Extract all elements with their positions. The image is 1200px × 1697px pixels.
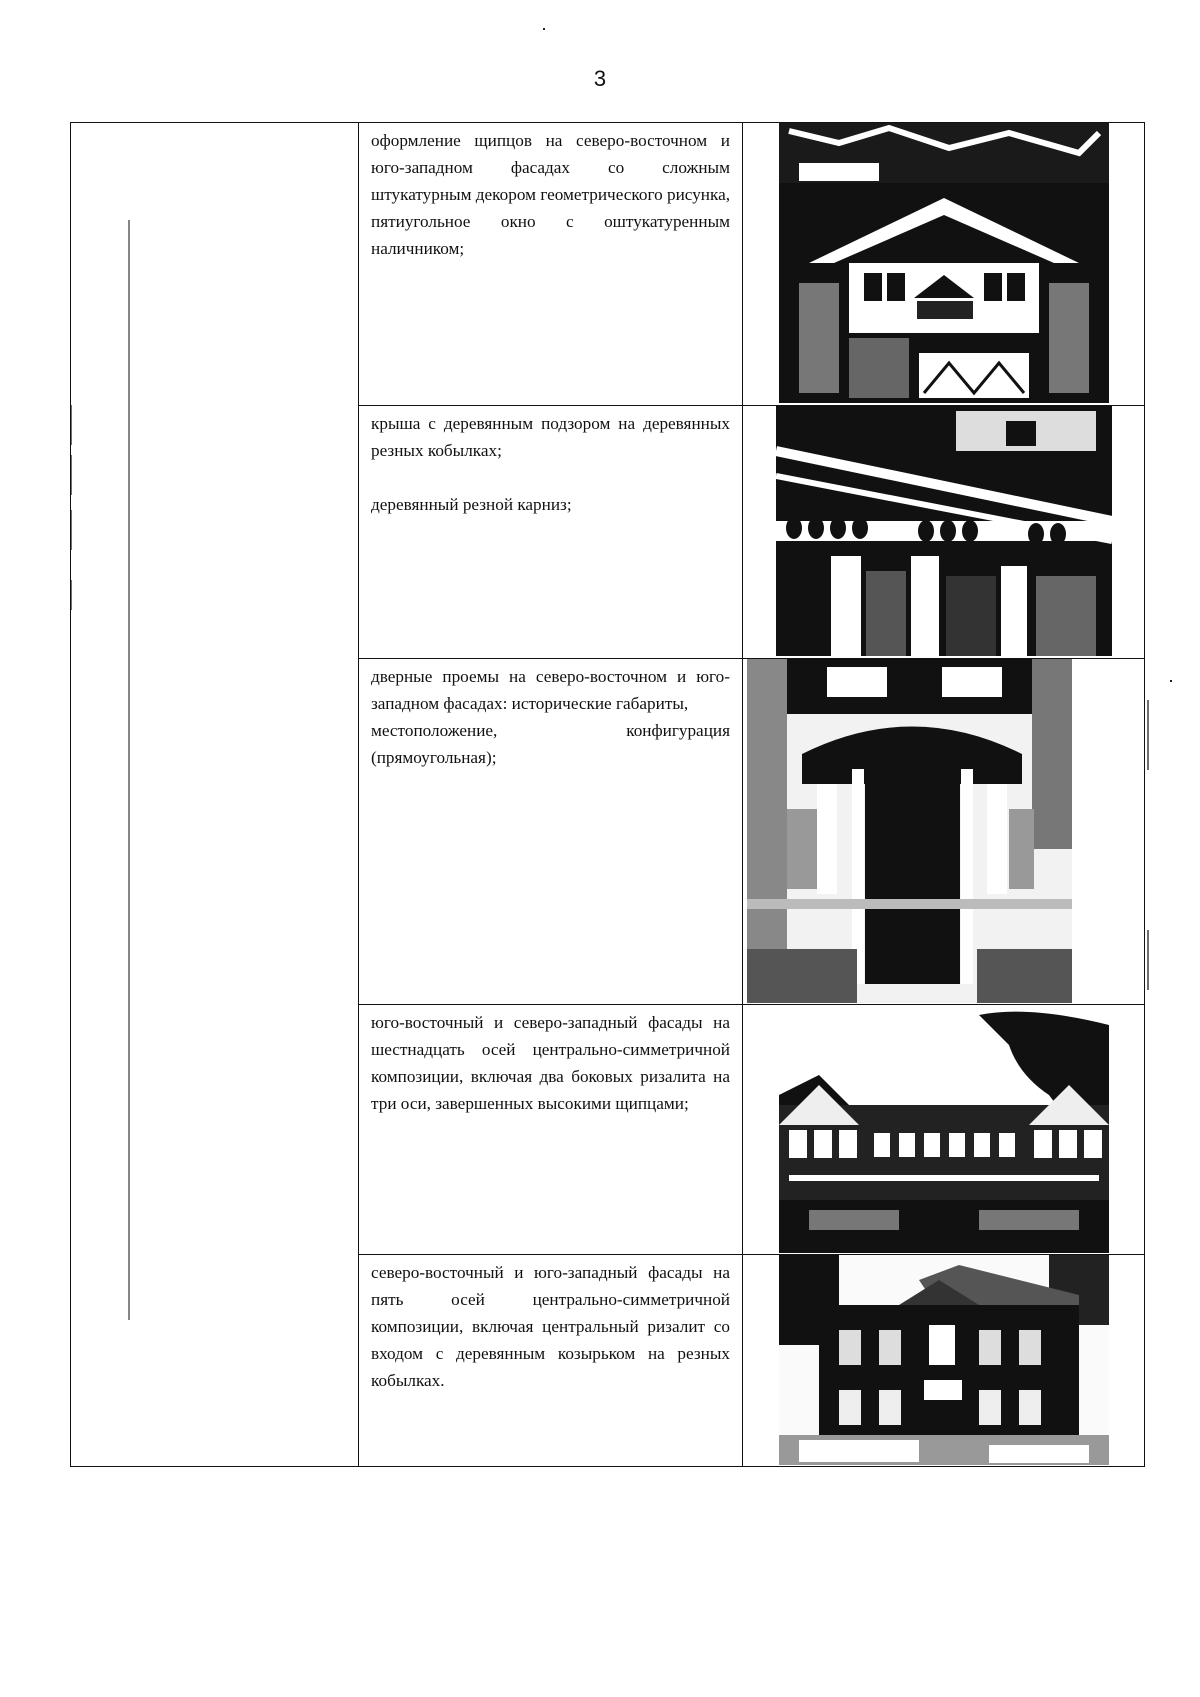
scan-speck [1170,680,1172,682]
description-cell [359,123,743,406]
description-text: дверные проемы на северо-восточном и юго-западном фасадах: исторические габариты, [371,667,730,713]
description-text: местоположение, конфигурация (прямоугольная); [371,721,730,767]
description-cell [359,1005,743,1255]
short-facade-photo-icon [779,1255,1109,1465]
roof-cornice-photo-icon [776,406,1112,656]
scan-artifact-line [1147,930,1149,990]
description-text: северо-восточный и юго-западный фасады на пять осей центрально-симметричной композиции, включая центральный ризалит со входом с деревянным козырьком на резных кобылках. [371,1263,730,1390]
long-facade-photo-icon [779,1005,1109,1253]
description-text: крыша с деревянным подзором на деревянных резных кобылках; [371,414,730,460]
left-empty-cell [71,123,359,1467]
page-number: 3 [593,66,607,91]
gable-photo-icon [779,123,1109,403]
features-table [70,122,1145,1467]
doorway-photo-icon [747,659,1072,1003]
photo-cell [743,1005,1145,1255]
description-cell [359,1255,743,1467]
scan-speck [543,28,545,30]
photo-cell [743,659,1145,1005]
description-text: оформление щипцов на северо-восточном и юго-западном фасадах со сложным штукатурным декором геометрического рисунка, пятиугольное окно с оштукатуренным наличником; [371,131,730,258]
description-cell [359,659,743,1005]
description-cell [359,406,743,659]
scan-artifact-line [1147,700,1149,770]
photo-cell [743,1255,1145,1467]
table-row [71,123,1145,406]
description-text: юго-восточный и северо-западный фасады на шестнадцать осей центрально-симметричной композиции, включая два боковых ризалита на три оси, завершенных высокими щипцами; [371,1013,730,1113]
photo-cell [743,406,1145,659]
description-text: деревянный резной карниз; [371,495,572,514]
photo-cell [743,123,1145,406]
